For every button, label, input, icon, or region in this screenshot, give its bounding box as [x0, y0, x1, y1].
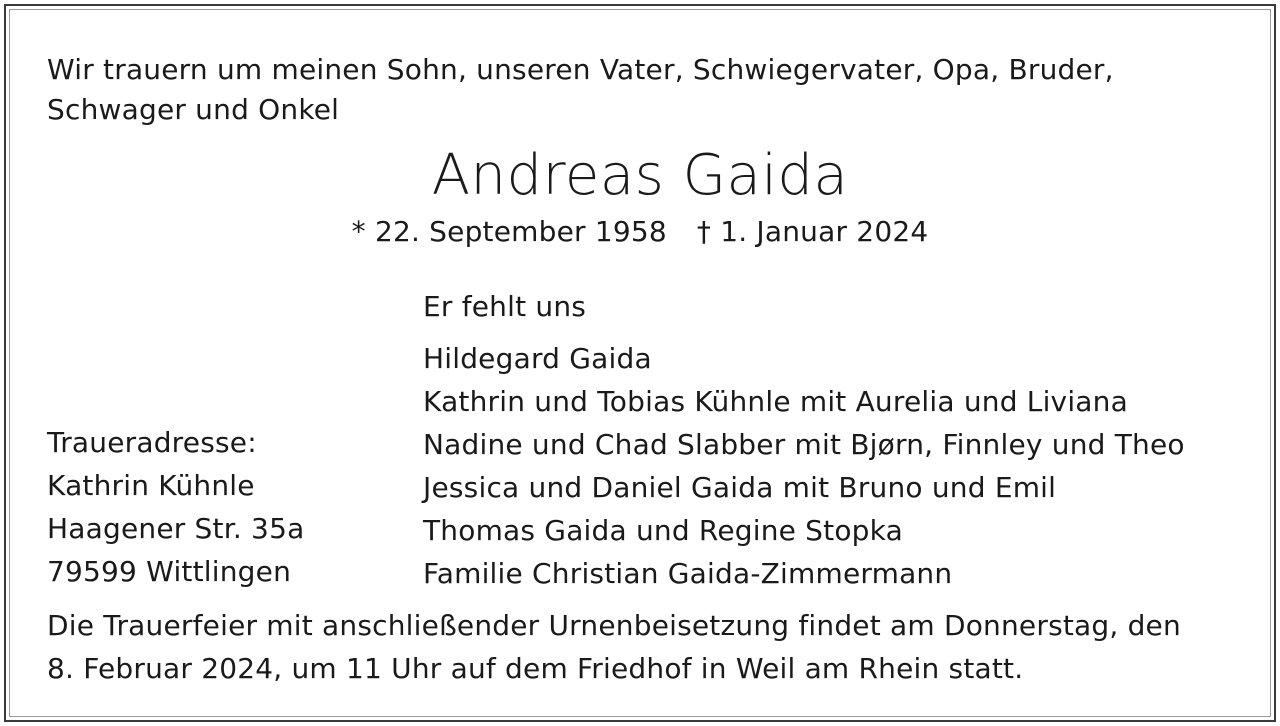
intro-line-2: Schwager und Onkel [47, 93, 340, 126]
mourners-list [423, 337, 1185, 595]
deceased-name: Andreas Gaida [431, 143, 849, 208]
address-street: Haagener Str. 35a [47, 512, 305, 545]
mourner-line: Familie Christian Gaida-Zimmermann [423, 557, 953, 590]
intro-line-1: Wir trauern um meinen Sohn, unseren Vater, Schwiegervater, Opa, Bruder, [47, 53, 1114, 86]
birth-date: * 22. September 1958 [351, 215, 667, 248]
mourner-line: Kathrin und Tobias Kühnle mit Aurelia und Liviana [423, 385, 1128, 418]
death-date: † 1. Januar 2024 [696, 215, 929, 248]
intro-text [47, 50, 1114, 130]
mourner-line: Nadine und Chad Slabber mit Bjørn, Finnley und Theo [423, 428, 1185, 461]
sentiment-text: Er fehlt uns [423, 290, 587, 323]
mourner-line: Hildegard Gaida [423, 342, 652, 375]
mourner-line: Thomas Gaida und Regine Stopka [423, 514, 903, 547]
mourning-address [47, 421, 304, 593]
mourner-line: Jessica und Daniel Gaida mit Bruno und Emil [423, 471, 1057, 504]
ceremony-line-2: 8. Februar 2024, um 11 Uhr auf dem Friedhof in Weil am Rhein statt. [47, 652, 1024, 685]
address-city: 79599 Wittlingen [47, 555, 292, 588]
address-heading: Traueradresse: [47, 426, 257, 459]
ceremony-line-1: Die Trauerfeier mit anschließender Urnenbeisetzung findet am Donnerstag, den [47, 609, 1181, 642]
address-name: Kathrin Kühnle [47, 469, 255, 502]
ceremony-info [47, 604, 1181, 690]
life-dates [0, 212, 1280, 252]
